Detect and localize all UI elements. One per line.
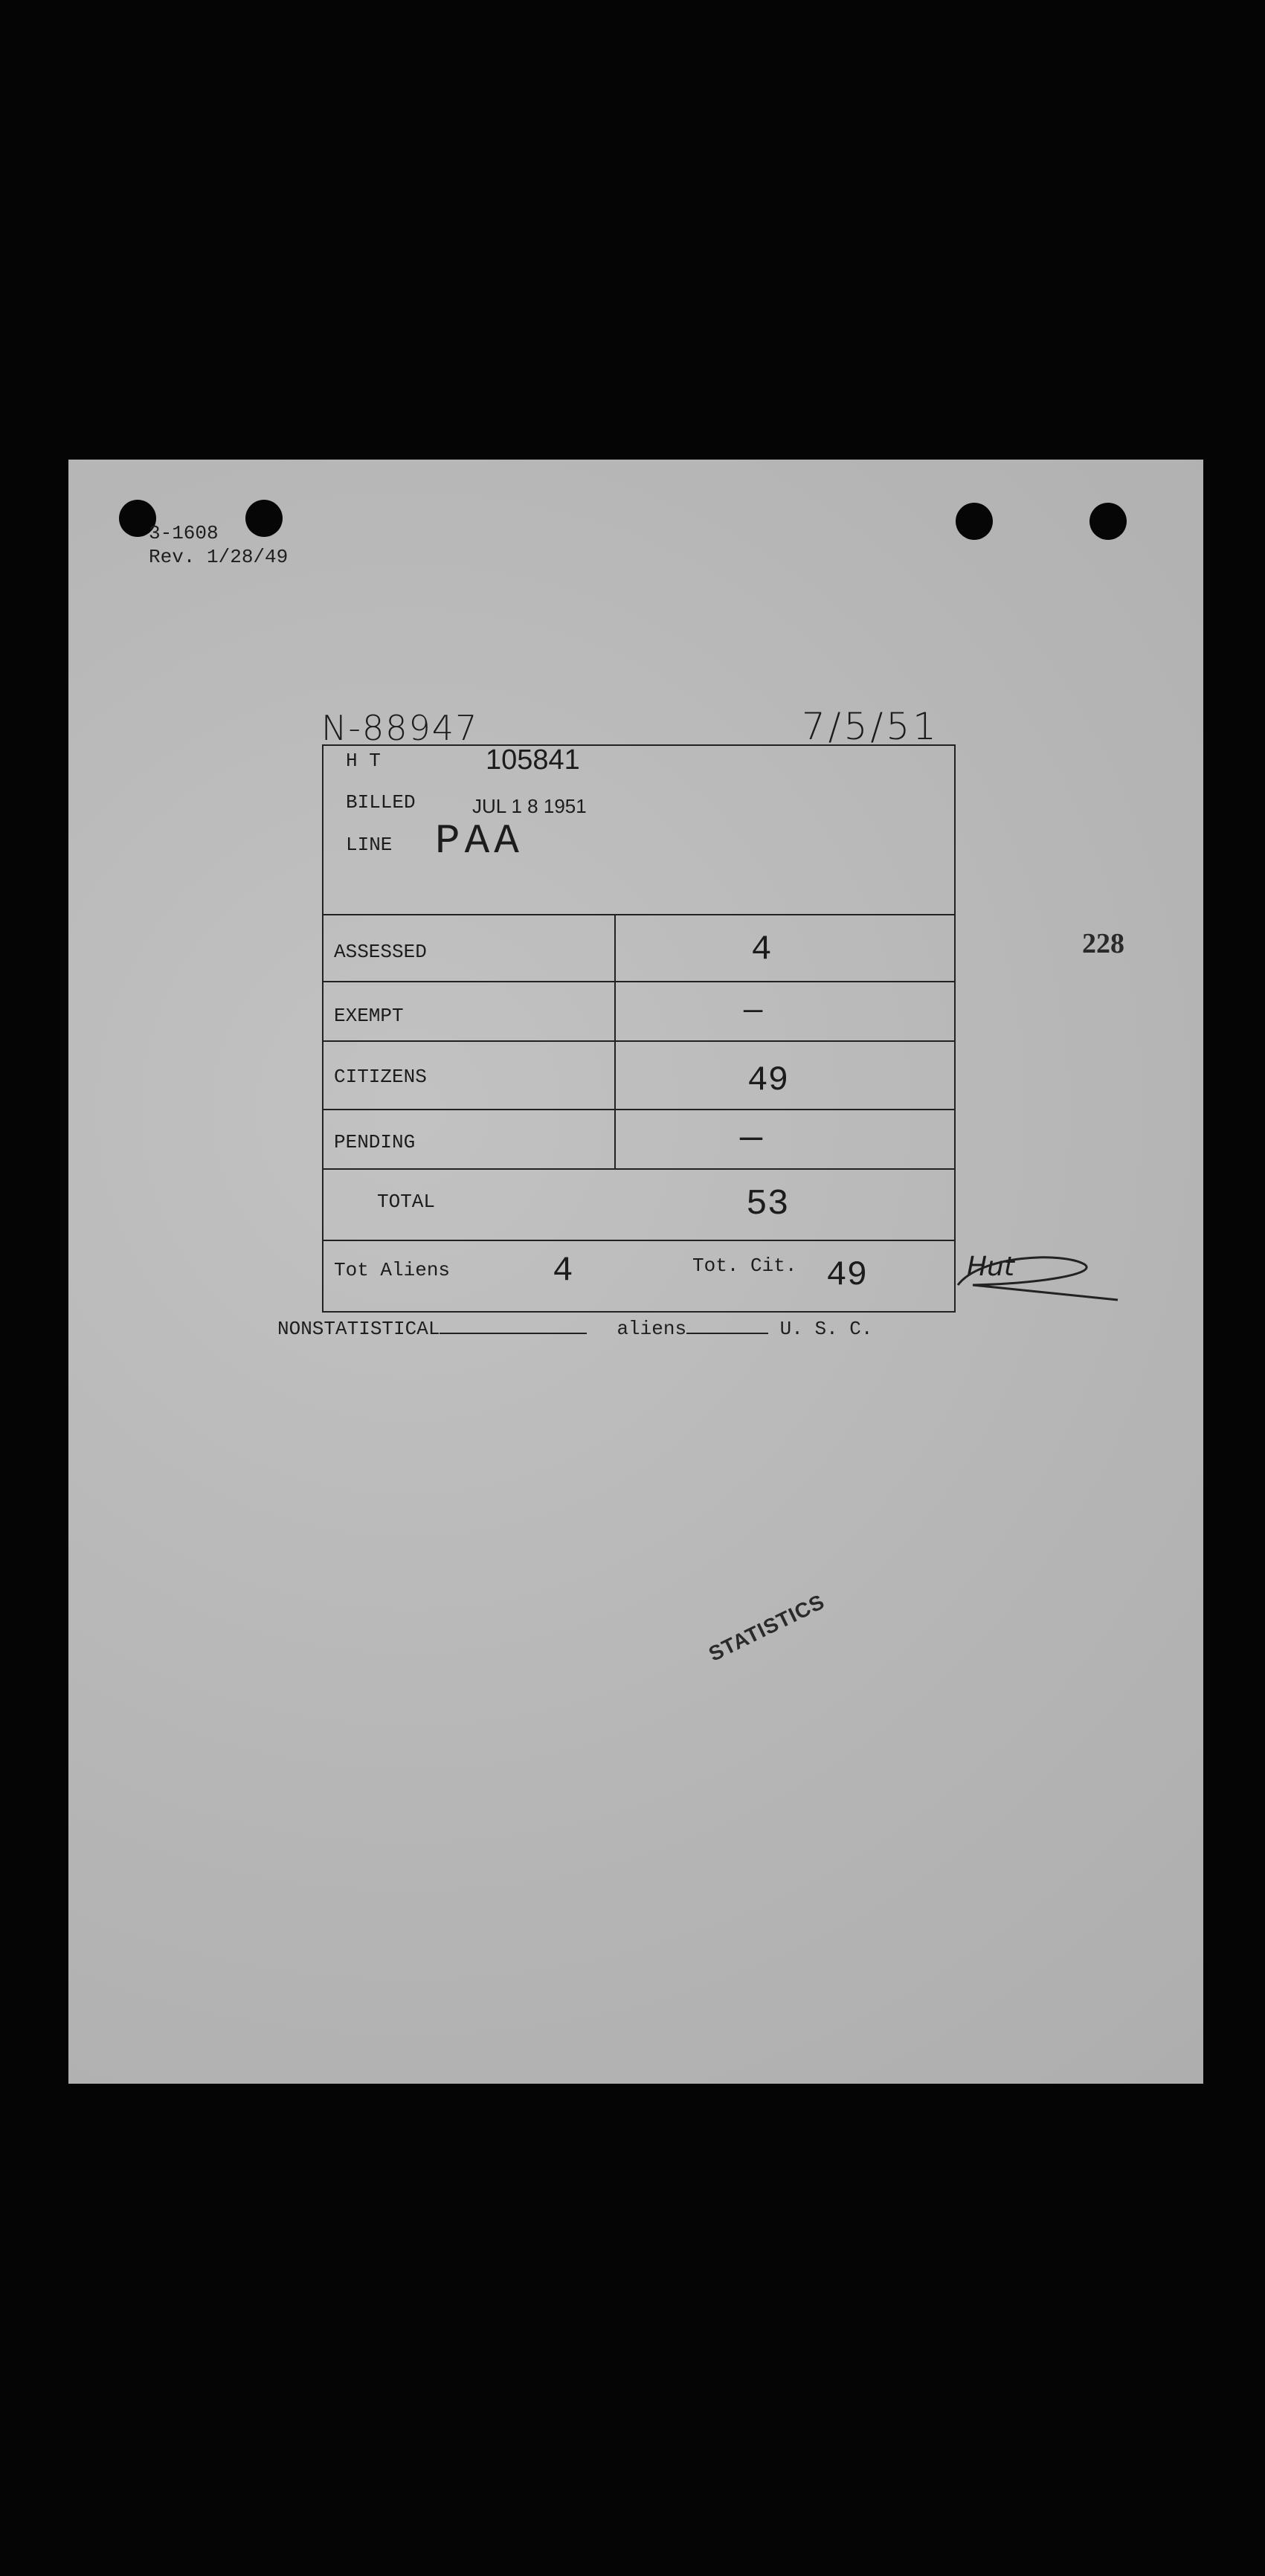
nonstatistical-label: NONSTATISTICAL [277, 1318, 440, 1340]
ht-label: H T [346, 750, 381, 772]
aliens-count-blank [440, 1318, 587, 1334]
divider [324, 1240, 954, 1241]
nonstatistical-line [277, 1318, 873, 1340]
form-number: 3-1608 [149, 522, 219, 544]
total-value: 53 [746, 1185, 789, 1225]
billed-label: BILLED [346, 791, 416, 814]
punch-hole [245, 500, 283, 537]
assessed-value: 4 [751, 930, 772, 969]
form-revision: Rev. 1/28/49 [149, 546, 289, 568]
tot-aliens-label: Tot Aliens [334, 1259, 451, 1281]
file-number: N-88947 [321, 708, 479, 748]
punch-hole [956, 503, 993, 540]
line-value: PAA [435, 817, 524, 865]
citizens-value: 49 [747, 1061, 789, 1100]
punch-hole [1089, 503, 1127, 540]
divider [324, 981, 954, 982]
column-divider [614, 914, 616, 1168]
divider [324, 1040, 954, 1042]
pending-label: PENDING [334, 1131, 416, 1153]
statistics-form-box [322, 744, 956, 1313]
tot-cit-value: 49 [826, 1256, 868, 1295]
divider [324, 914, 954, 915]
usc-count-blank [686, 1318, 768, 1334]
exempt-label: EXEMPT [334, 1005, 404, 1027]
assessed-label: ASSESSED [334, 941, 427, 963]
handwritten-date: 7/5/51 [802, 705, 939, 748]
total-label: TOTAL [377, 1191, 436, 1213]
page-number: 228 [1082, 928, 1124, 959]
usc-label: U. S. C. [779, 1318, 873, 1340]
statistics-stamp: STATISTICS [705, 1589, 828, 1666]
exempt-value: — [744, 993, 763, 1028]
aliens-label: aliens [617, 1318, 687, 1340]
tot-aliens-value: 4 [553, 1252, 573, 1290]
citizens-label: CITIZENS [334, 1066, 427, 1088]
divider [324, 1168, 954, 1170]
ht-number: 105841 [486, 744, 580, 776]
pending-value: — [740, 1118, 763, 1160]
tot-cit-label: Tot. Cit. [692, 1255, 797, 1277]
line-label: LINE [346, 834, 393, 856]
initials-underline [950, 1248, 1129, 1303]
handwritten-initials: Hut [967, 1252, 1015, 1282]
divider [324, 1109, 954, 1110]
billed-date-stamp: JUL 1 8 1951 [472, 795, 587, 817]
